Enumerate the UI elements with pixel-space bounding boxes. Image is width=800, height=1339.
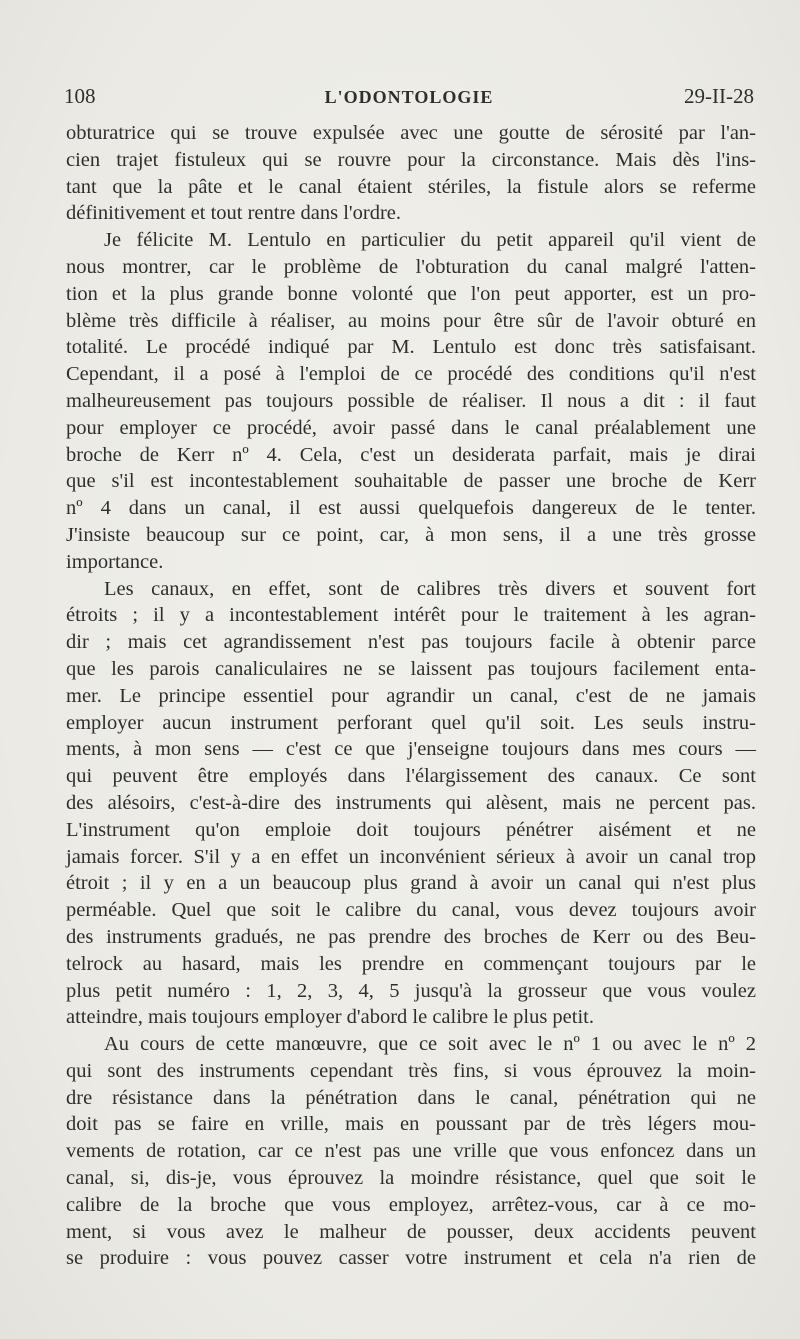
article-body — [66, 120, 756, 1272]
text-line: nous montrer, car le problème de l'obturation du canal malgré l'atten- — [66, 255, 756, 278]
text-line: mer. Le principe essentiel pour agrandir un canal, c'est de ne jamais — [66, 684, 756, 707]
text-line: ments, à mon sens — c'est ce que j'enseigne toujours dans mes cours — — [66, 738, 756, 761]
text-line: se produire : vous pouvez casser votre instrument et cela n'a rien de — [66, 1247, 756, 1270]
text-line: que s'il est incontestablement souhaitable de passer une broche de Kerr — [66, 470, 756, 493]
text-line: des alésoirs, c'est-à-dire des instruments qui alèsent, mais ne percent pas. — [66, 791, 756, 814]
journal-title: L'ODONTOLOGIE — [324, 87, 494, 107]
text-line: doit pas se faire en vrille, mais en poussant par de très légers mou- — [66, 1113, 756, 1136]
text-line: cien trajet fistuleux qui se rouvre pour la circonstance. Mais dès l'ins- — [66, 148, 756, 171]
text-line: canal, si, dis-je, vous éprouvez la moindre résistance, quel que soit le — [66, 1167, 756, 1190]
text-line: définitivement et tout rentre dans l'ordre. — [66, 202, 401, 225]
text-line: Les canaux, en effet, sont de calibres très divers et souvent fort — [104, 577, 756, 600]
text-line: telrock au hasard, mais les prendre en commençant toujours par le — [66, 952, 756, 975]
text-line: importance. — [66, 550, 164, 573]
text-line: qui sont des instruments cependant très fins, si vous éprouvez la moin- — [66, 1059, 756, 1082]
text-line: que les parois canaliculaires ne se laissent pas toujours facilement enta- — [66, 657, 756, 680]
text-line: jamais forcer. S'il y a en effet un inconvénient sérieux à avoir un canal trop — [66, 845, 756, 868]
text-line: obturatrice qui se trouve expulsée avec une goutte de sérosité par l'an- — [66, 122, 756, 144]
text-line: nº 4 dans un canal, il est aussi quelquefois dangereux de le tenter. — [66, 497, 756, 520]
text-line: des instruments gradués, ne pas prendre des broches de Kerr ou des Beu- — [66, 925, 756, 948]
text-line: étroit ; il y en a un beaucoup plus grand à avoir un canal qui n'est plus — [66, 872, 756, 895]
text-line: dir ; mais cet agrandissement n'est pas toujours facile à obtenir parce — [66, 631, 756, 654]
text-line: Cependant, il a posé à l'emploi de ce procédé des conditions qu'il n'est — [66, 363, 756, 386]
text-line: qui peuvent être employés dans l'élargissement des canaux. Ce sont — [66, 765, 756, 788]
text-line: totalité. Le procédé indiqué par M. Lentulo est donc très satisfaisant. — [66, 336, 756, 359]
text-line: blème très difficile à réaliser, au moins pour être sûr de l'avoir obturé en — [66, 309, 756, 332]
text-line: Au cours de cette manœuvre, que ce soit avec le nº 1 ou avec le nº 2 — [104, 1033, 756, 1056]
text-line: J'insiste beaucoup sur ce point, car, à mon sens, il a une très grosse — [66, 523, 756, 546]
text-line: L'instrument qu'on emploie doit toujours pénétrer aisément et ne — [66, 818, 756, 841]
text-line: perméable. Quel que soit le calibre du canal, vous devez toujours avoir — [66, 899, 756, 922]
text-line: tion et la plus grande bonne volonté que l'on peut apporter, est un pro- — [66, 282, 756, 305]
text-line: malheureusement pas toujours possible de réaliser. Il nous a dit : il faut — [66, 389, 756, 412]
text-line: étroits ; il y a incontestablement intérêt pour le traitement à les agran- — [66, 604, 756, 627]
text-line: Je félicite M. Lentulo en particulier du petit appareil qu'il vient de — [104, 229, 756, 252]
page-number: 108 — [64, 84, 96, 108]
text-line: vements de rotation, car ce n'est pas une vrille que vous enfoncez dans un — [66, 1140, 756, 1163]
text-line: tant que la pâte et le canal étaient stériles, la fistule alors se referme — [66, 175, 756, 198]
text-line: broche de Kerr nº 4. Cela, c'est un desiderata parfait, mais je dirai — [66, 443, 756, 466]
running-header — [64, 84, 754, 114]
text-line: calibre de la broche que vous employez, arrêtez-vous, car à ce mo- — [66, 1193, 756, 1216]
text-line: dre résistance dans la pénétration dans le canal, pénétration qui ne — [66, 1086, 756, 1109]
text-line: atteindre, mais toujours employer d'abord le calibre le plus petit. — [66, 1006, 594, 1029]
text-line: plus petit numéro : 1, 2, 3, 4, 5 jusqu'à la grosseur que vous voulez — [66, 979, 756, 1002]
text-line: pour employer ce procédé, avoir passé dans le canal préalablement une — [66, 416, 756, 439]
text-line: ment, si vous avez le malheur de pousser, deux accidents peuvent — [66, 1220, 756, 1243]
text-line: employer aucun instrument perforant quel qu'il soit. Les seuls instru- — [66, 711, 756, 734]
issue-date: 29-II-28 — [684, 84, 754, 108]
